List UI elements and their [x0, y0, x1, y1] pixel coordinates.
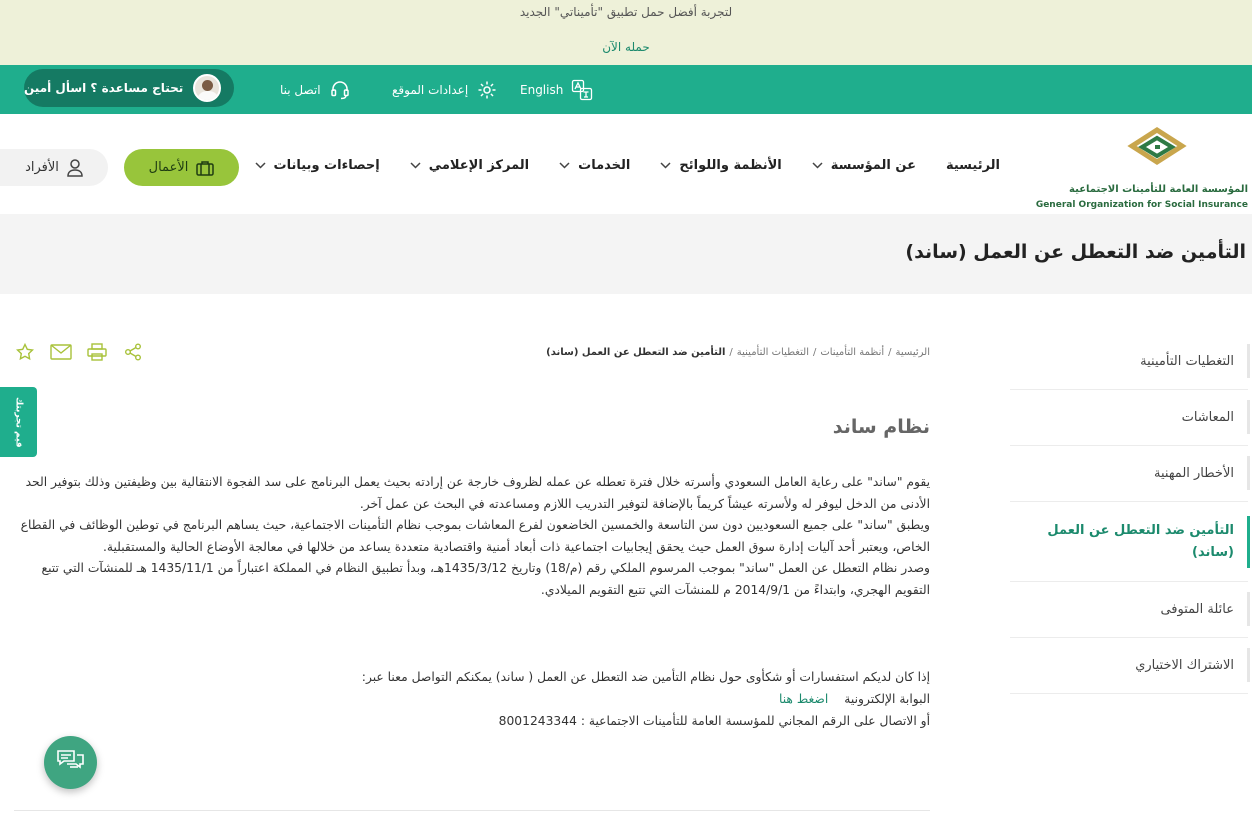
article-body — [10, 472, 930, 601]
nav-item-statistics[interactable] — [255, 158, 380, 173]
promo-text: لتجربة أفضل حمل تطبيق "تأميناتي" الجديد — [519, 5, 733, 19]
share-toolbar — [14, 342, 144, 362]
promo-download-link[interactable]: حمله الآن — [602, 40, 650, 54]
nav-item-label: الرئيسية — [945, 158, 1000, 173]
phone-line: أو الاتصال على الرقم المجاني للمؤسسة العامة للتأمينات الاجتماعية : 8001243344 — [498, 714, 930, 728]
sidebar-item-label: الأخطار المهنية — [1154, 466, 1234, 481]
share-icon[interactable] — [122, 342, 144, 362]
portal-link[interactable]: اضغط هنا — [778, 692, 829, 706]
chevron-down-icon — [410, 159, 421, 172]
contact-block — [230, 666, 930, 732]
language-switch[interactable] — [520, 65, 593, 114]
contact-us-link[interactable] — [280, 65, 351, 114]
nav-item-about[interactable] — [812, 158, 916, 173]
article-paragraph: يقوم "ساند" على رعاية العامل السعودي وأسرته خلال فترة تعطله عن عمله لظروف خارجة عن إرادته بحيث يعمل البرنامج على سد الفجوة الانتقالية بين وظيفتين وذلك بتوفير الحد الأدنى من الدخل ليوفر له ولأسرته عيشاً كريماً بالإضافة لتوفير التدريب اللازم ومساعدته في البحث عن عمل آخر. — [25, 475, 930, 511]
individuals-button[interactable] — [0, 149, 108, 186]
sidebar-item-voluntary-subscription[interactable] — [1010, 638, 1248, 694]
chevron-down-icon — [660, 159, 671, 172]
sidebar-item-insurance-coverage[interactable] — [1010, 334, 1248, 390]
portal-label: البوابة الإلكترونية — [844, 692, 930, 706]
site-settings-link[interactable] — [392, 65, 498, 114]
individuals-label: الأفراد — [25, 160, 59, 175]
sidebar-item-label: عائلة المتوفى — [1160, 602, 1234, 617]
sidebar — [1010, 334, 1248, 694]
site-settings-label: إعدادات الموقع — [392, 82, 469, 97]
contact-us-label: اتصل بنا — [280, 82, 321, 97]
chat-button[interactable] — [44, 736, 97, 789]
breadcrumb-item[interactable]: التغطيات التأمينية — [736, 347, 809, 358]
headset-icon — [329, 79, 351, 101]
page-title: التأمين ضد التعطل عن العمل (ساند) — [905, 241, 1246, 263]
sidebar-item-deceased-family[interactable] — [1010, 582, 1248, 638]
section-title: نظام ساند — [832, 416, 930, 438]
avatar — [193, 74, 221, 102]
business-label: الأعمال — [148, 160, 189, 175]
logo-name-ar: المؤسسة العامة للتأمينات الاجتماعية — [1069, 184, 1248, 195]
chevron-down-icon — [812, 159, 823, 172]
sidebar-item-pensions[interactable] — [1010, 390, 1248, 446]
breadcrumb-item[interactable]: الرئيسية — [895, 347, 930, 358]
user-icon — [67, 159, 83, 177]
nav-item-label: المركز الإعلامي — [428, 158, 530, 173]
business-button[interactable] — [124, 149, 239, 186]
feedback-label: قيم تجربتك — [13, 396, 24, 448]
nav-menu — [225, 158, 1000, 173]
nav-item-services[interactable] — [559, 158, 630, 173]
chevron-down-icon — [255, 159, 266, 172]
nav-item-home[interactable] — [946, 158, 1000, 173]
print-icon[interactable] — [86, 342, 108, 362]
chat-icon — [56, 748, 86, 778]
sidebar-item-saned[interactable] — [1010, 502, 1248, 582]
logo-name-en: General Organization for Social Insurance — [1035, 200, 1248, 210]
breadcrumb: الرئيسية/أنظمة التأمينات/التغطيات التأمينية/التأمين ضد التعطل عن العمل (ساند) — [546, 347, 930, 358]
article-paragraph: ويطبق "ساند" على جميع السعوديين دون سن التاسعة والخمسين الخاضعون لفرع المعاشات بموجب نظام التأمينات الاجتماعية، حيث يساهم البرنامج في توطين الوظائف في القطاع الخاص، ويعتبر أحد آليات إدارة سوق العمل حيث يحقق إيجابيات اجتماعية ذات أبعاد أمنية واقتصادية متعددة يساعد من خلالها في معالجة الأوضاع الحالية والمستقبلية. — [20, 518, 930, 554]
content-divider — [14, 810, 930, 811]
nav-item-label: الأنظمة واللوائح — [679, 158, 782, 173]
main-nav — [0, 114, 1252, 214]
article-paragraph: وصدر نظام التعطل عن العمل "ساند" بموجب المرسوم الملكي رقم (م/18) وتاريخ 1435/3/12هـ، وبدأ تطبيق النظام في المملكة اعتباراً من 1435/11/1 هـ للمنشآت التي تتبع التقويم الهجري، وابتداءً من 2014/9/1 م للمنشآت التي تتبع التقويم الميلادي. — [41, 561, 930, 597]
nav-item-label: إحصاءات وبيانات — [273, 158, 380, 173]
portal-line — [230, 688, 930, 710]
ask-ameen-label: تحتاج مساعدة ؟ اسأل أمين — [24, 81, 184, 95]
sidebar-item-occupational-hazards[interactable] — [1010, 446, 1248, 502]
translate-icon — [571, 79, 593, 101]
language-label: English — [520, 82, 564, 97]
sidebar-item-label: التأمين ضد التعطل عن العمل (ساند) — [1047, 522, 1234, 560]
gear-icon — [476, 79, 498, 101]
nav-item-label: عن المؤسسة — [830, 158, 916, 173]
contact-intro: إذا كان لديكم استفسارات أو شكأوى حول نظام التأمين ضد التعطل عن العمل ( ساند) يمكنكم التواصل معنا عبر: — [361, 670, 930, 684]
star-icon[interactable] — [14, 342, 36, 362]
promo-banner — [0, 0, 1252, 65]
breadcrumb-item[interactable]: أنظمة التأمينات — [820, 347, 885, 358]
utility-bar — [0, 65, 1252, 114]
mail-icon[interactable] — [50, 342, 72, 362]
nav-item-label: الخدمات — [578, 158, 631, 173]
gosi-logo[interactable] — [1035, 126, 1250, 210]
nav-item-media-center[interactable] — [410, 158, 529, 173]
sidebar-item-label: التغطيات التأمينية — [1140, 354, 1234, 369]
nav-item-regulations[interactable] — [660, 158, 781, 173]
breadcrumb-current: التأمين ضد التعطل عن العمل (ساند) — [546, 347, 726, 358]
briefcase-icon — [196, 160, 214, 176]
ask-ameen-button[interactable] — [24, 69, 234, 107]
sidebar-item-label: الاشتراك الاختياري — [1135, 658, 1234, 673]
chevron-down-icon — [559, 159, 570, 172]
title-band — [0, 214, 1252, 294]
logo-mark-icon — [1122, 126, 1192, 176]
feedback-tab[interactable] — [0, 387, 37, 457]
sidebar-item-label: المعاشات — [1181, 410, 1234, 425]
